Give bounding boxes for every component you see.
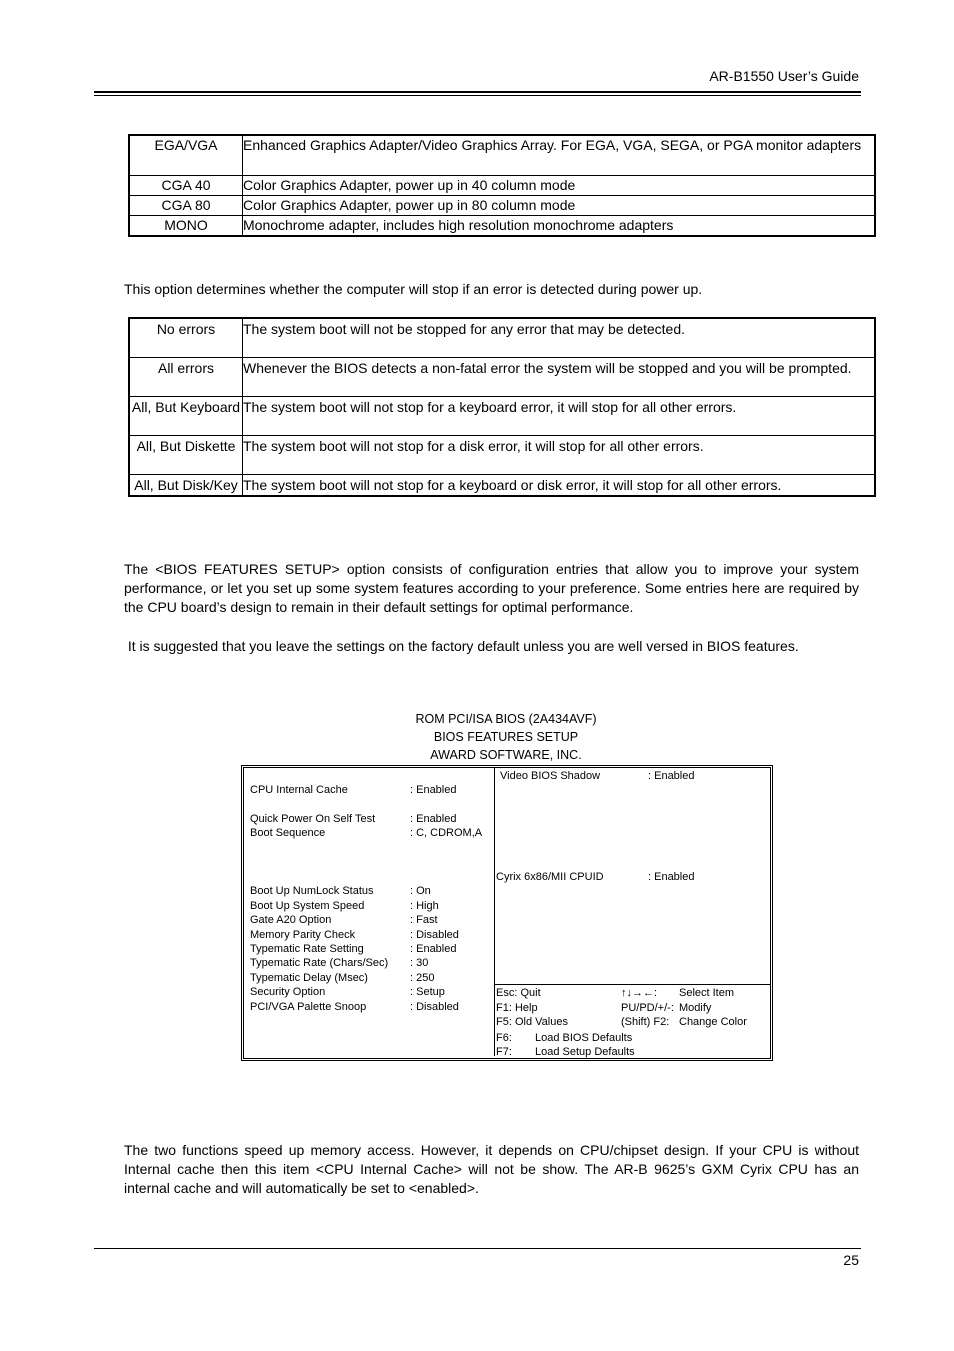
key-help-action: Load BIOS Defaults: [535, 1032, 633, 1044]
header-title: AR-B1550 User’s Guide: [709, 68, 859, 84]
page-number: 25: [843, 1252, 859, 1268]
bios-item-label: Video BIOS Shadow: [500, 770, 601, 782]
table-row: [129, 435, 875, 474]
footer-rule: [94, 1248, 861, 1249]
cache-paragraph: The two functions speed up memory access. However, it depends on CPU/chipset design. If your CPU is without Internal cache then this item <CPU Internal Cache> will not be show. The AR-B 9625’s GXM Cyrix CPU has an internal cache and will automatically be set to <enabled>.: [124, 1142, 859, 1196]
bios-item-label: Boot Up NumLock Status: [250, 885, 374, 897]
description-cell: Whenever the BIOS detects a non-fatal error the system will be stopped and you will be prompted.: [243, 357, 876, 396]
video-options-table: [128, 134, 876, 237]
bios-item-value[interactable]: : Disabled: [410, 1001, 459, 1013]
halt-intro-paragraph: This option determines whether the computer will stop if an error is detected during power up.: [124, 281, 703, 297]
bios-setup-screen: [241, 765, 773, 1061]
bios-item-value[interactable]: : Enabled: [410, 784, 457, 796]
key-help-action: Modify: [679, 1002, 712, 1014]
bios-header-line-1: ROM PCI/ISA BIOS (2A434AVF): [415, 712, 597, 726]
option-cell: EGA/VGA: [129, 135, 243, 175]
bios-item-label: Typematic Rate (Chars/Sec): [250, 957, 389, 969]
option-cell: CGA 40: [129, 175, 243, 195]
option-cell: All, But Disk/Key: [129, 474, 243, 496]
header-rule-thin: [94, 95, 861, 96]
bios-item-label: Boot Up System Speed: [250, 900, 365, 912]
description-cell: The system boot will not stop for a keyboard or disk error, it will stop for all other errors.: [243, 474, 876, 496]
key-help-key: PU/PD/+/-:: [621, 1002, 674, 1014]
bios-advice-paragraph: It is suggested that you leave the settings on the factory default unless you are well versed in BIOS features.: [124, 638, 799, 654]
description-cell: The system boot will not stop for a keyboard error, it will stop for all other errors.: [243, 396, 876, 435]
bios-item-value[interactable]: : Setup: [410, 986, 445, 998]
option-cell: MONO: [129, 215, 243, 236]
key-help-help: F1: Help: [496, 1002, 538, 1014]
description-cell: Enhanced Graphics Adapter/Video Graphics Array. For EGA, VGA, SEGA, or PGA monitor adapters: [243, 135, 876, 175]
key-help-action: Change Color: [679, 1016, 747, 1028]
bios-help-divider: [494, 984, 770, 985]
bios-item-value[interactable]: : Fast: [410, 914, 438, 926]
bios-item-label: Security Option: [250, 986, 326, 998]
bios-item-label: Cyrix 6x86/MII CPUID: [496, 871, 604, 883]
description-cell: The system boot will not be stopped for any error that may be detected.: [243, 318, 876, 357]
bios-item-label: CPU Internal Cache: [250, 784, 348, 796]
bios-item-label: Memory Parity Check: [250, 929, 356, 941]
key-help-old-values: F5: Old Values: [496, 1016, 568, 1028]
bios-item-label: Typematic Rate Setting: [250, 943, 364, 955]
bios-item-value[interactable]: : Disabled: [410, 929, 459, 941]
key-help-f7: F7:: [496, 1046, 512, 1058]
key-help-f6: F6:: [496, 1032, 512, 1044]
option-cell: All, But Keyboard: [129, 396, 243, 435]
bios-item-value[interactable]: : Enabled: [410, 813, 457, 825]
bios-item-value[interactable]: : 250: [410, 972, 435, 984]
bios-header-line-2: BIOS FEATURES SETUP: [433, 730, 579, 744]
table-row: [129, 357, 875, 396]
bios-header-line-3: AWARD SOFTWARE, INC.: [430, 748, 582, 762]
table-row: [129, 318, 875, 357]
bios-item-value[interactable]: : Enabled: [648, 871, 695, 883]
halt-options-table: [128, 317, 876, 497]
table-row: [129, 215, 875, 236]
bios-item-value[interactable]: : Enabled: [648, 770, 695, 782]
key-help-quit: Esc: Quit: [496, 987, 541, 999]
key-help-action: Select Item: [679, 987, 735, 999]
bios-item-value[interactable]: : 30: [410, 957, 429, 969]
bios-item-value[interactable]: : On: [410, 885, 431, 897]
bios-intro-paragraph: The <BIOS FEATURES SETUP> option consists of configuration entries that allow you to improve your system performance, or let you set up some system features according to your preference. Some entries here are required by the CPU board’s design to remain in their default settings for optimal performance.: [124, 561, 859, 615]
option-cell: All, But Diskette: [129, 435, 243, 474]
option-cell: CGA 80: [129, 195, 243, 215]
table-row: [129, 474, 875, 496]
key-help-action: Load Setup Defaults: [535, 1046, 635, 1058]
option-cell: No errors: [129, 318, 243, 357]
table-row: [129, 175, 875, 195]
bios-item-label: Quick Power On Self Test: [250, 813, 376, 825]
bios-item-label: Boot Sequence: [250, 827, 326, 839]
bios-item-value[interactable]: : High: [410, 900, 439, 912]
table-row: [129, 135, 875, 175]
table-row: [129, 195, 875, 215]
bios-column-divider: [494, 768, 495, 1056]
bios-item-label: Gate A20 Option: [250, 914, 332, 926]
bios-item-label: Typematic Delay (Msec): [250, 972, 368, 984]
table-row: [129, 396, 875, 435]
option-cell: All errors: [129, 357, 243, 396]
header-rule: [94, 91, 861, 93]
bios-item-value[interactable]: : Enabled: [410, 943, 457, 955]
key-help-key: (Shift) F2:: [621, 1016, 670, 1028]
bios-item-label: PCI/VGA Palette Snoop: [250, 1001, 367, 1013]
description-cell: Color Graphics Adapter, power up in 80 column mode: [243, 195, 876, 215]
arrow-keys-icon: ↑↓→←:: [621, 987, 658, 999]
description-cell: Color Graphics Adapter, power up in 40 column mode: [243, 175, 876, 195]
bios-item-value[interactable]: : C, CDROM,A: [410, 827, 483, 839]
description-cell: Monochrome adapter, includes high resolution monochrome adapters: [243, 215, 876, 236]
description-cell: The system boot will not stop for a disk error, it will stop for all other errors.: [243, 435, 876, 474]
